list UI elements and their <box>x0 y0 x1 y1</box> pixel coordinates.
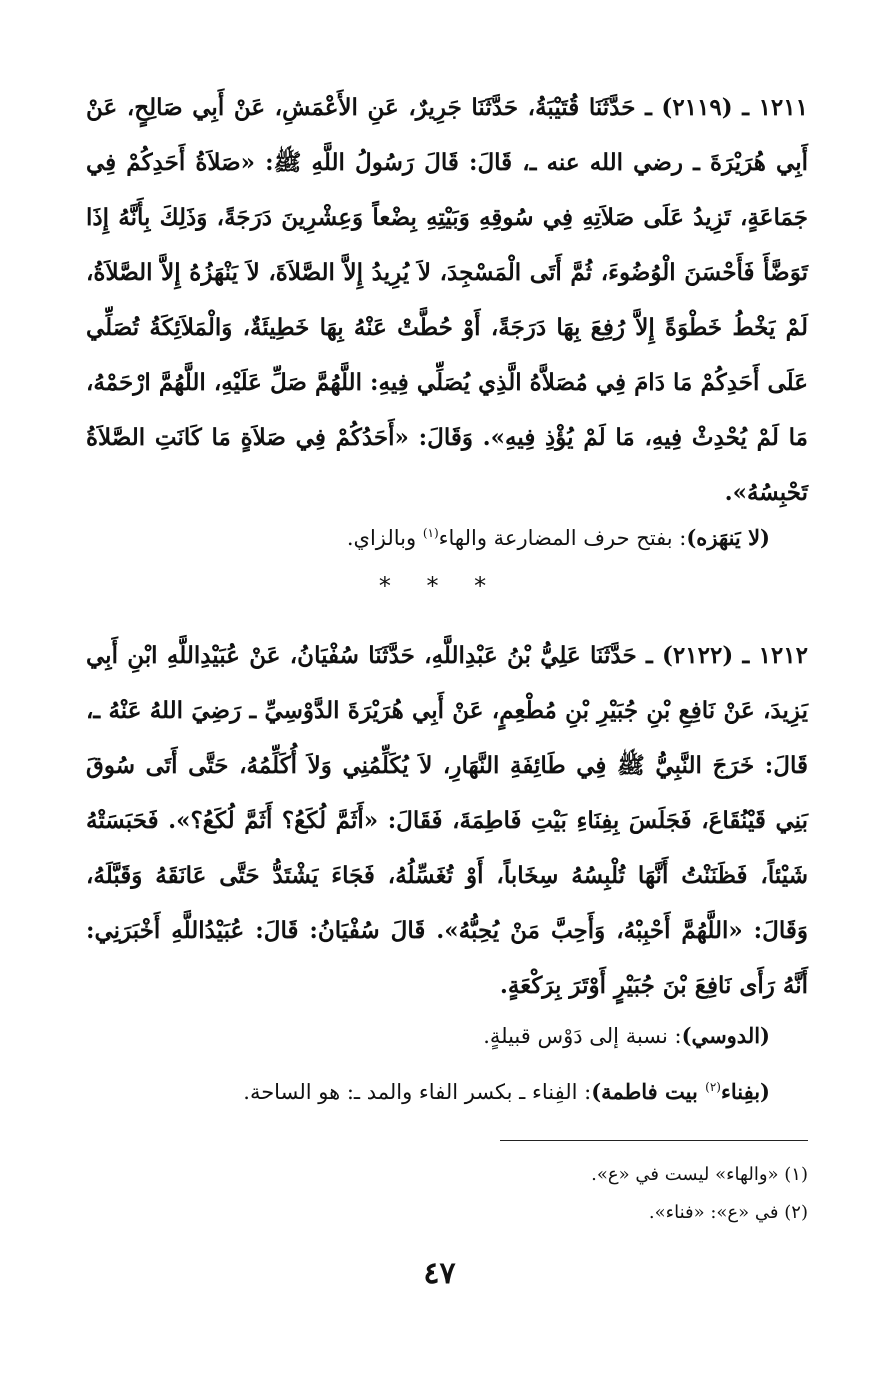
footnote-divider <box>500 1140 808 1141</box>
footnotes <box>86 1156 808 1232</box>
note-term: (لا يَنهَزه) <box>686 525 770 550</box>
footnote-text: في «ع»: «فناء». <box>648 1202 779 1223</box>
footnote-ref-2[interactable]: (٢) <box>705 1080 721 1094</box>
section-separator: * * * <box>378 572 501 600</box>
note-al-dawsi <box>86 1016 808 1056</box>
footnote-2 <box>86 1194 808 1232</box>
note-explanation: : نسبة إلى دَوْس قبيلةٍ. <box>483 1024 682 1048</box>
note-term: (بفِناء <box>720 1079 770 1104</box>
note-term: (الدوسي) <box>681 1023 770 1048</box>
note-la-yanhazuh <box>86 518 808 558</box>
note-explanation: : بفتح حرف المضارعة والهاء <box>438 526 687 550</box>
footnote-ref-1[interactable]: (١) <box>422 526 439 540</box>
footnote-number: (١) <box>784 1164 808 1185</box>
note-term-tail: بيت فاطمة) <box>591 1079 706 1104</box>
note-explanation: : الفِناء ـ بكسر الفاء والمد ـ: هو الساحة. <box>243 1080 592 1104</box>
note-bi-fina <box>86 1072 808 1112</box>
hadith-1211-text: ١٢١١ ـ (٢١١٩) ـ حَدَّثَنَا قُتَيْبَةُ، حَدَّثَنَا جَرِيرٌ، عَنِ الأَعْمَشِ، عَنْ أَبِي صَالِحٍ، عَنْ أَبِي هُرَيْرَةَ ـ رضي الله عنه ـ، قَالَ: قَالَ رَسُولُ اللَّهِ ﷺ: «صَلاَةُ أَحَدِكُمْ فِي جَمَاعَةٍ، تَزِيدُ عَلَى صَلاَتِهِ فِي سُوقِهِ وَبَيْتِهِ بِضْعاً وَعِشْرِينَ دَرَجَةً، وَذَلِكَ بِأَنَّهُ إِذَا تَوَضَّأَ فَأَحْسَنَ الْوُضُوءَ، ثُمَّ أَتَى الْمَسْجِدَ، لاَ يُرِيدُ إِلاَّ الصَّلاَةَ، لاَ يَنْهَزُهُ إِلاَّ الصَّلاَةُ، لَمْ يَخْطُ خَطْوَةً إِلاَّ رُفِعَ بِهَا دَرَجَةً، أَوْ حُطَّتْ عَنْهُ بِهَا خَطِيئَةٌ، وَالْمَلاَئِكَةُ تُصَلِّي عَلَى أَحَدِكُمْ مَا دَامَ فِي مُصَلاَّهُ الَّذِي يُصَلِّي فِيهِ: اللَّهُمَّ صَلِّ عَلَيْهِ، اللَّهُمَّ ارْحَمْهُ، مَا لَمْ يُحْدِثْ فِيهِ، مَا لَمْ يُؤْذِ فِيهِ». وَقَالَ: «أَحَدُكُمْ فِي صَلاَةٍ مَا كَانَتِ الصَّلاَةُ تَحْبِسُهُ». <box>86 94 808 506</box>
page-number: ٤٧ <box>423 1256 456 1291</box>
note-tail: وبالزاي. <box>346 526 423 550</box>
hadith-1212-text: ١٢١٢ ـ (٢١٢٢) ـ حَدَّثَنَا عَلِيُّ بْنُ عَبْدِاللَّهِ، حَدَّثَنَا سُفْيَانُ، عَنْ عُبَيْدِاللَّهِ ابْنِ أَبِي يَزِيدَ، عَنْ نَافِعِ بْنِ جُبَيْرِ بْنِ مُطْعِمٍ، عَنْ أَبِي هُرَيْرَةَ الدَّوْسِيِّ ـ رَضِيَ اللهُ عَنْهُ ـ، قَالَ: خَرَجَ النَّبِيُّ ﷺ فِي طَائِفَةِ النَّهَارِ، لاَ يُكَلِّمُنِي وَلاَ أُكَلِّمُهُ، حَتَّى أَتَى سُوقَ بَنِي قَيْنُقَاعَ، فَجَلَسَ بِفِنَاءِ بَيْتِ فَاطِمَةَ، فَقَالَ: «أَثَمَّ لُكَعُ؟ أَثَمَّ لُكَعُ؟». فَحَبَسَتْهُ شَيْئاً، فَظَنَنْتُ أَنَّهَا تُلْبِسُهُ سِخَاباً، أَوْ تُغَسِّلُهُ، فَجَاءَ يَشْتَدُّ حَتَّى عَانَقَهُ وَقَبَّلَهُ، وَقَالَ: «اللَّهُمَّ أَحْبِبْهُ، وَأَحِبَّ مَنْ يُحِبُّهُ». قَالَ سُفْيَانُ: قَالَ: عُبَيْدُاللَّهِ أَخْبَرَنِي: أَنَّهُ رَأَى نَافِعَ بْنَ جُبَيْرٍ أَوْتَرَ بِرَكْعَةٍ. <box>86 642 808 999</box>
footnote-1 <box>86 1156 808 1194</box>
footnote-number: (٢) <box>784 1202 808 1223</box>
footnote-text: «والهاء» ليست في «ع». <box>591 1164 779 1185</box>
